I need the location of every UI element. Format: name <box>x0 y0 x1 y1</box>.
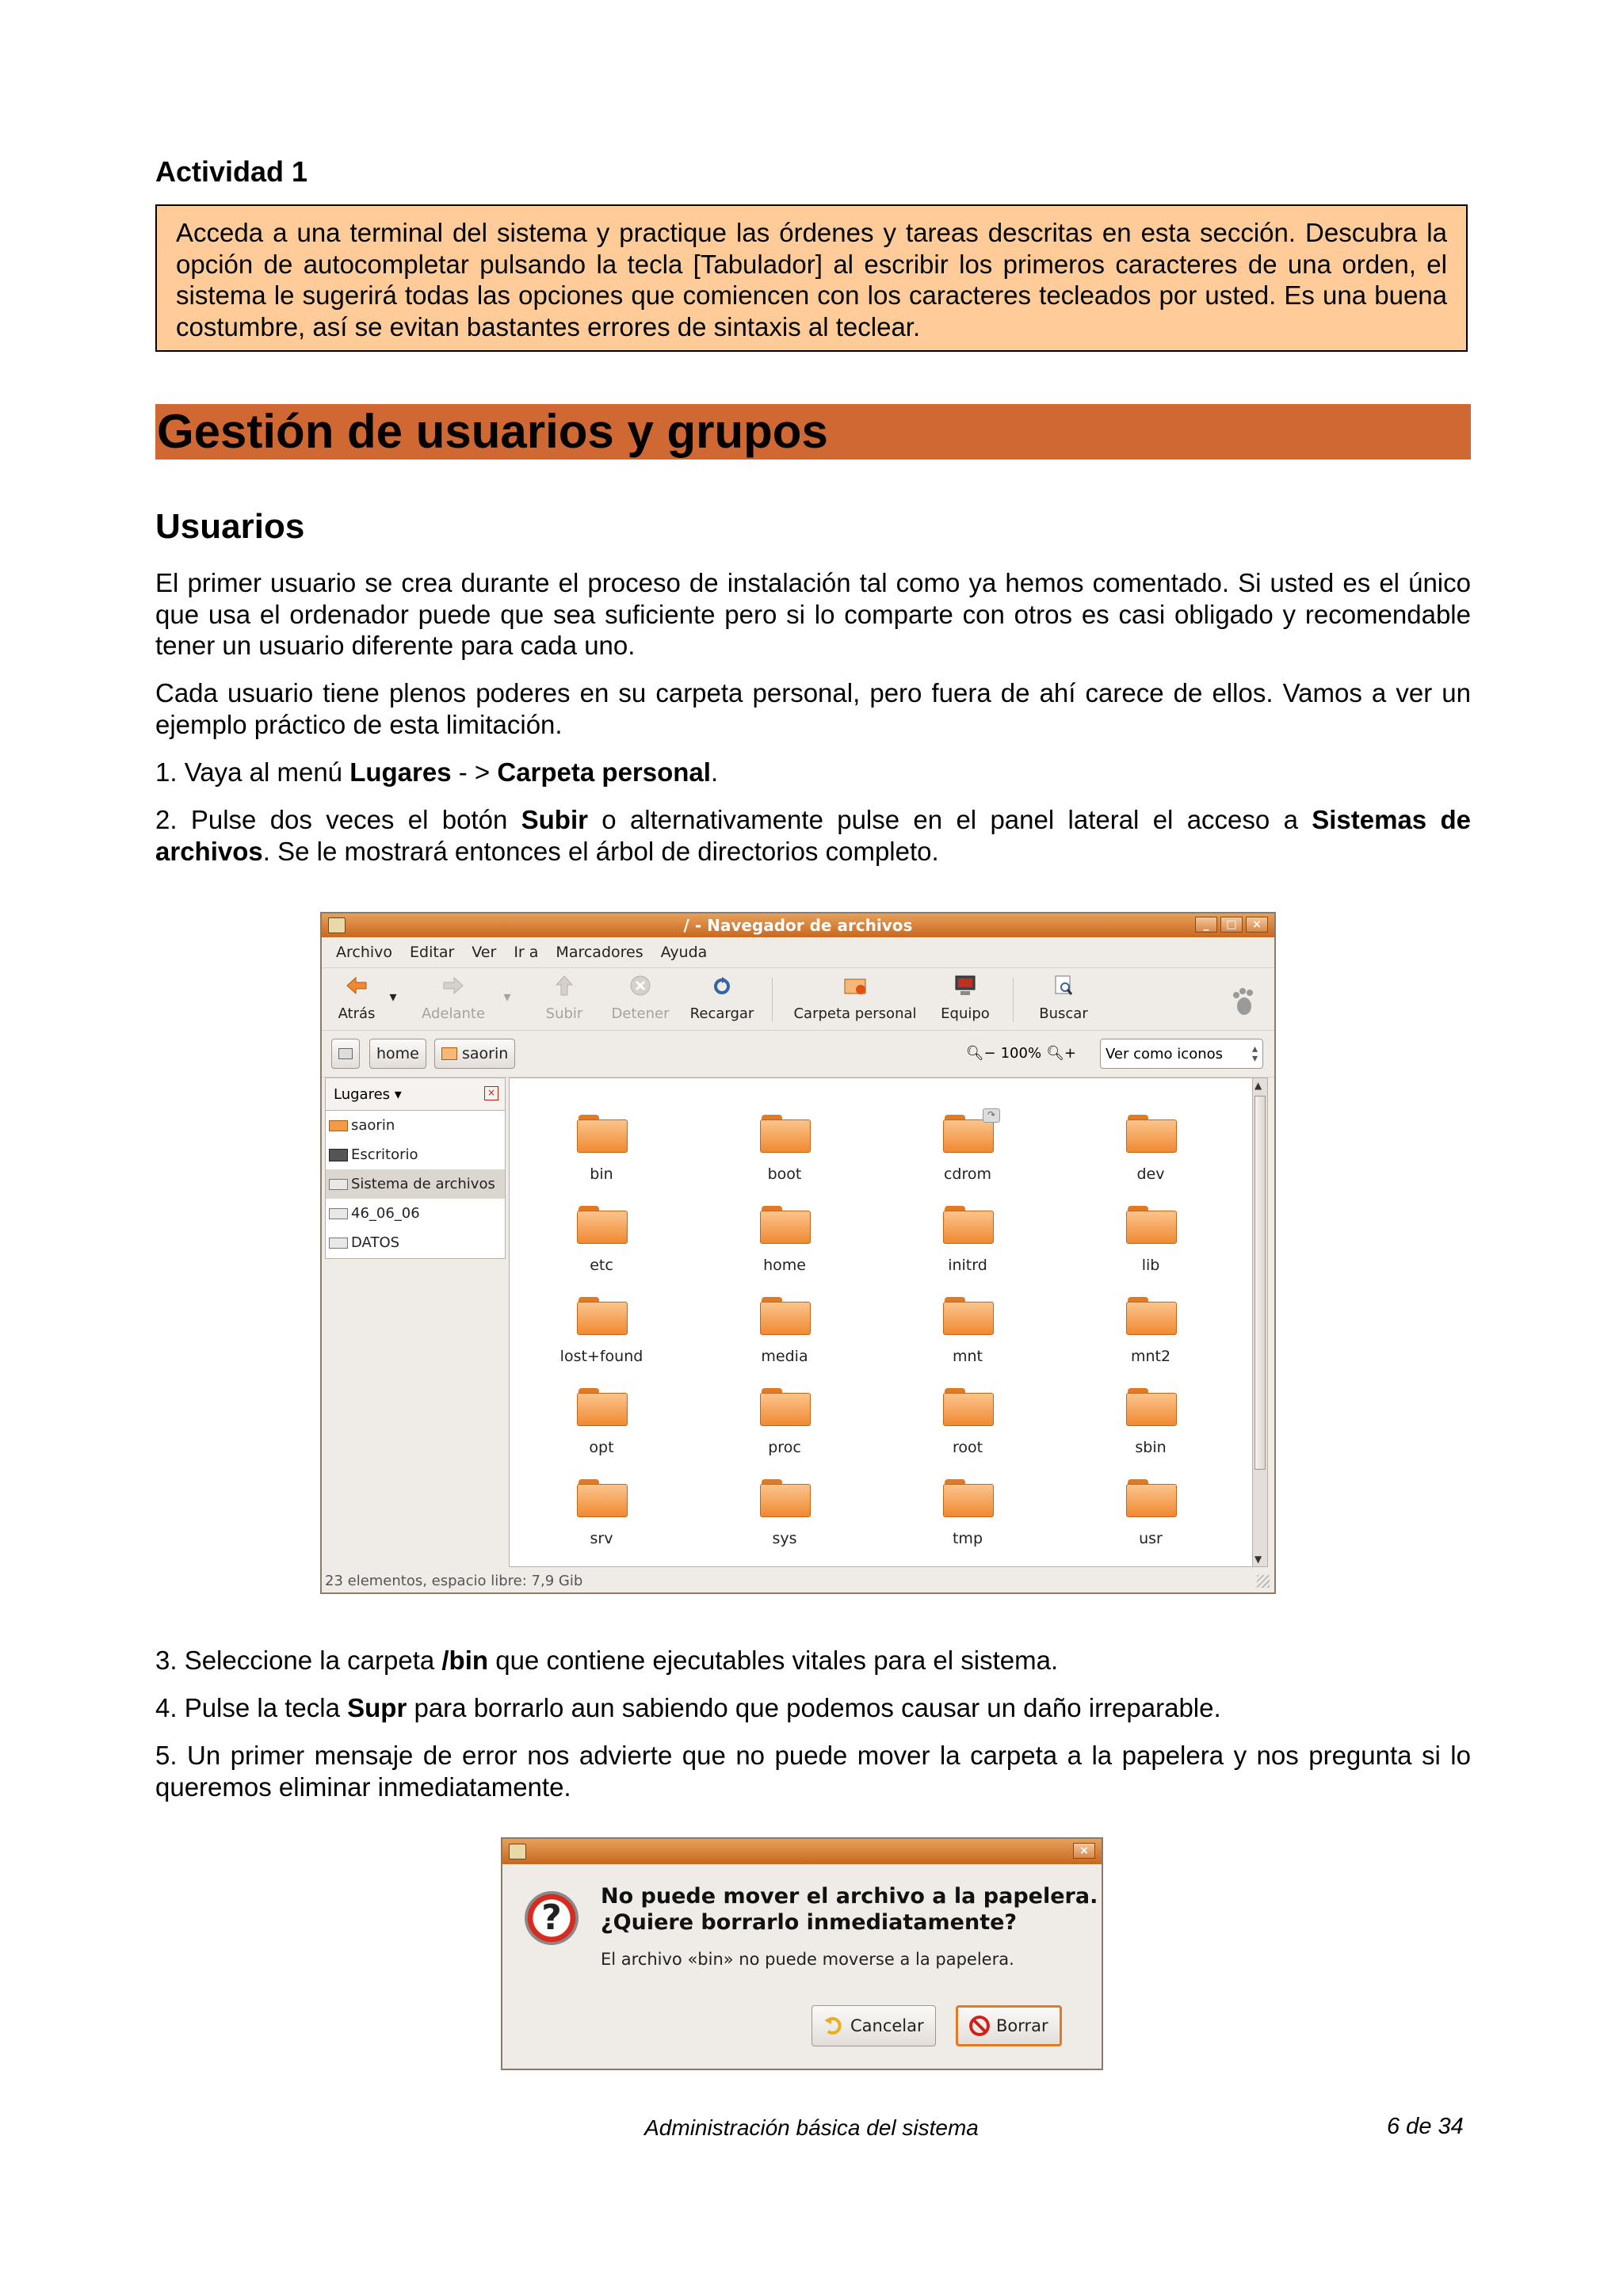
step-2-text: 2. Pulse dos veces el botón <box>155 805 521 834</box>
toolbar <box>322 968 1274 1031</box>
vertical-scrollbar[interactable] <box>1252 1077 1268 1567</box>
step-4-bold-supr: Supr <box>347 1693 407 1722</box>
location-bar <box>322 1031 1274 1077</box>
sidebar-item-sistema-de-archivos[interactable] <box>326 1169 505 1199</box>
question-icon: ? <box>525 1891 579 1945</box>
folder-name: sbin <box>1135 1439 1167 1456</box>
home-folder-icon <box>843 974 867 997</box>
sidebar-item-label: Sistema de archivos <box>351 1176 495 1192</box>
folder-name: sys <box>772 1530 797 1547</box>
path-saorin-label: saorin <box>462 1045 509 1062</box>
folder-item[interactable] <box>713 1113 856 1183</box>
home-folder-icon <box>329 1120 348 1131</box>
cancel-button[interactable] <box>812 2005 936 2046</box>
window-controls <box>1195 917 1268 933</box>
folder-name: initrd <box>948 1257 987 1274</box>
folder-icon <box>758 1113 811 1153</box>
step-3-text: 3. Seleccione la carpeta <box>155 1646 442 1675</box>
toggle-location-button[interactable] <box>331 1039 360 1069</box>
folder-name: media <box>761 1348 808 1365</box>
menu-marcadores[interactable]: Marcadores <box>556 944 643 961</box>
folder-icon <box>1125 1386 1177 1426</box>
folder-name: tmp <box>952 1530 983 1547</box>
reload-icon <box>710 974 734 997</box>
sidebar-item-label: DATOS <box>351 1234 400 1251</box>
footer-title: Administración básica del sistema <box>644 2115 979 2140</box>
path-button-home[interactable] <box>369 1039 426 1069</box>
scrollbar-thumb[interactable] <box>1254 1096 1266 1470</box>
folder-name: mnt <box>953 1348 983 1365</box>
step-1 <box>155 757 1471 788</box>
folder-name: dev <box>1136 1165 1165 1183</box>
folder-name: lib <box>1141 1257 1160 1274</box>
back-label: Atrás <box>338 1005 376 1022</box>
scroll-up-icon[interactable]: ▲ <box>1254 1080 1262 1091</box>
folder-icon <box>941 1478 994 1517</box>
folder-name: mnt2 <box>1130 1348 1171 1365</box>
step-1-bold-carpeta: Carpeta personal <box>497 757 711 787</box>
path-home-label: home <box>376 1045 419 1062</box>
folder-icon <box>758 1204 811 1244</box>
stop-button[interactable] <box>609 974 672 1022</box>
step-3 <box>155 1645 1471 1676</box>
paragraph-2: Cada usuario tiene plenos poderes en su carpeta personal, pero fuera de ahí carece de ellos. Vamos a ver un ejemplo práctico de esta limitación. <box>155 678 1471 739</box>
folder-grid <box>509 1077 1258 1567</box>
folder-icon <box>941 1295 994 1335</box>
folder-name: home <box>763 1257 806 1274</box>
page-number: 6 de 34 <box>1387 2114 1464 2139</box>
menu-ver[interactable]: Ver <box>472 944 497 961</box>
folder-item[interactable] <box>1079 1204 1222 1274</box>
folder-name: proc <box>768 1439 801 1456</box>
folder-name: bin <box>590 1165 613 1183</box>
step-2-text: . Se le mostrará entonces el árbol de directorios completo. <box>262 836 939 866</box>
folder-item[interactable] <box>1079 1295 1222 1365</box>
folder-name: srv <box>590 1530 613 1547</box>
folder-item[interactable] <box>713 1204 856 1274</box>
side-panel-title: Lugares <box>334 1085 391 1103</box>
drive-icon <box>338 1048 353 1059</box>
side-panel <box>325 1077 506 1567</box>
folder-item[interactable] <box>530 1113 673 1183</box>
sidebar-item-datos[interactable] <box>326 1228 505 1257</box>
step-2-bold-sistemas: Sistemas de archivos <box>155 805 1471 866</box>
folder-item[interactable] <box>1079 1386 1222 1456</box>
folder-icon <box>1125 1295 1177 1335</box>
search-icon <box>1052 974 1075 997</box>
sidebar-item-label: saorin <box>351 1117 395 1134</box>
folder-name: usr <box>1139 1530 1163 1547</box>
step-3-bold-bin: /bin <box>441 1646 489 1675</box>
step-3-text: que contiene ejecutables vitales para el sistema. <box>488 1646 1059 1675</box>
folder-item[interactable] <box>713 1295 856 1365</box>
folder-icon <box>1125 1478 1177 1517</box>
folder-icon <box>575 1478 628 1517</box>
step-2-bold-subir: Subir <box>521 805 588 834</box>
confirm-delete-dialog <box>501 1837 1103 2070</box>
zoom-out-icon[interactable]: 🔍︎− <box>965 1045 996 1062</box>
sidebar-item-escritorio[interactable] <box>326 1140 505 1169</box>
forward-history-dropdown[interactable]: ▾ <box>503 989 511 1005</box>
menu-ayuda[interactable]: Ayuda <box>660 944 708 961</box>
desktop-icon <box>329 1149 348 1161</box>
section-title: Gestión de usuarios y grupos <box>157 405 828 458</box>
status-bar: 23 elementos, espacio libre: 7,9 Gib <box>325 1573 583 1589</box>
stop-icon <box>628 974 652 997</box>
folder-item[interactable] <box>896 1295 1039 1365</box>
dialog-heading-line-2: ¿Quiere borrarlo inmediatamente? <box>601 1910 1018 1935</box>
stop-label: Detener <box>611 1005 670 1022</box>
sidebar-item-label: Escritorio <box>351 1146 418 1163</box>
up-arrow-icon <box>552 974 576 997</box>
folder-name: etc <box>590 1257 613 1274</box>
back-arrow-icon <box>345 974 369 997</box>
computer-button[interactable] <box>934 974 997 1022</box>
sidebar-item-46-06-06[interactable] <box>326 1199 505 1228</box>
reload-label: Recargar <box>689 1005 754 1022</box>
sidebar-item-saorin[interactable] <box>326 1111 505 1140</box>
file-manager-window <box>320 912 1276 1594</box>
folder-item[interactable] <box>713 1478 856 1547</box>
folder-icon <box>941 1109 996 1153</box>
back-button[interactable] <box>333 974 380 1022</box>
folder-icon <box>575 1113 628 1153</box>
subheading-usuarios: Usuarios <box>155 507 305 546</box>
folder-name: boot <box>767 1165 802 1183</box>
scroll-down-icon[interactable]: ▼ <box>1254 1554 1262 1565</box>
chevron-down-icon: ▾ <box>390 1085 402 1103</box>
delete-label: Borrar <box>996 2016 1048 2035</box>
menu-ir-a[interactable]: Ir a <box>514 944 539 961</box>
home-folder-icon <box>441 1047 457 1060</box>
zoom-control <box>966 1045 1076 1062</box>
folder-icon <box>575 1204 628 1244</box>
folder-item[interactable] <box>896 1478 1039 1547</box>
section-title-bar <box>155 404 1471 460</box>
folder-item[interactable] <box>896 1204 1039 1274</box>
forward-button[interactable] <box>414 974 493 1022</box>
folder-item[interactable] <box>530 1478 673 1547</box>
folder-icon <box>758 1478 811 1517</box>
folder-item[interactable] <box>713 1386 856 1456</box>
close-side-panel-icon[interactable]: × <box>484 1086 498 1100</box>
forbidden-icon <box>969 2016 990 2036</box>
folder-icon <box>941 1204 994 1244</box>
cancel-label: Cancelar <box>850 2016 924 2035</box>
step-1-bold-lugares: Lugares <box>349 757 452 787</box>
places-list <box>325 1111 506 1259</box>
drive-icon <box>329 1208 348 1219</box>
step-4 <box>155 1692 1471 1724</box>
resize-grip[interactable] <box>1257 1575 1270 1588</box>
undo-icon <box>823 2016 844 2036</box>
dialog-heading <box>601 1883 1098 1936</box>
actividad-title: Actividad 1 <box>155 155 308 188</box>
folder-icon <box>575 1386 628 1426</box>
home-folder-button[interactable] <box>788 974 922 1022</box>
side-panel-header[interactable] <box>325 1077 506 1111</box>
search-label: Buscar <box>1039 1005 1088 1022</box>
gnome-foot-icon <box>1230 986 1257 1017</box>
folder-icon <box>941 1386 994 1426</box>
folder-icon <box>758 1295 811 1335</box>
step-2-text: o alternativamente pulse en el panel lateral el acceso a <box>587 805 1312 834</box>
select-arrows-icon: ▴ ▾ <box>1251 1043 1258 1065</box>
dialog-close-button[interactable]: × <box>1073 1843 1095 1859</box>
window-titlebar[interactable] <box>322 913 1274 937</box>
view-mode-select[interactable] <box>1100 1039 1263 1069</box>
step-4-text: 4. Pulse la tecla <box>155 1693 348 1722</box>
toolbar-separator <box>1013 978 1014 1022</box>
toolbar-separator <box>772 978 773 1022</box>
folder-item[interactable] <box>896 1109 1039 1183</box>
delete-button[interactable] <box>956 2005 1062 2046</box>
step-1-text: 1. Vaya al menú <box>155 757 350 787</box>
zoom-in-icon[interactable]: 🔍︎+ <box>1046 1045 1076 1062</box>
computer-icon <box>953 974 977 997</box>
maximize-button[interactable]: □ <box>1220 917 1243 933</box>
drive-icon <box>329 1238 348 1249</box>
menu-archivo[interactable]: Archivo <box>336 944 393 961</box>
folder-icon <box>1125 1113 1177 1153</box>
folder-item[interactable] <box>530 1204 673 1274</box>
computer-label: Equipo <box>941 1005 990 1022</box>
actividad-box: Acceda a una terminal del sistema y practique las órdenes y tareas descritas en esta sección. Descubra la opción de autocompletar pulsando la tecla [Tabulador] al escribir los primeros caracteres de una orden, el sistema le sugerirá todas las opciones que comiencen con los caracteres tecleados por usted. Es una buena costumbre, así se evitan bastantes errores de sintaxis al teclear. <box>155 204 1468 352</box>
close-button[interactable]: × <box>1246 917 1268 933</box>
folder-icon <box>1125 1204 1177 1244</box>
step-4-text: para borrarlo aun sabiendo que podemos causar un daño irreparable. <box>407 1693 1221 1722</box>
paragraph-1: El primer usuario se crea durante el proceso de instalación tal como ya hemos comentado. Si usted es el único que usa el ordenador puede que sea suficiente pero si lo comparte con otros es casi obligado y recomendable tener un usuario diferente para cada uno. <box>155 568 1471 660</box>
folder-name: opt <box>589 1439 614 1456</box>
reload-button[interactable] <box>686 974 758 1022</box>
sidebar-item-label: 46_06_06 <box>351 1205 420 1222</box>
view-mode-value: Ver como iconos <box>1106 1045 1223 1062</box>
step-1-text: . <box>710 757 719 787</box>
zoom-level: 100% <box>1000 1045 1042 1062</box>
folder-item[interactable] <box>896 1386 1039 1456</box>
folder-name: root <box>952 1439 983 1456</box>
step-5: 5. Un primer mensaje de error nos advierte que no puede mover la carpeta a la papelera y nos pregunta si lo queremos eliminar inmediatamente. <box>155 1741 1471 1802</box>
dialog-heading-line-1: No puede mover el archivo a la papelera. <box>601 1884 1098 1909</box>
dialog-detail: El archivo «bin» no puede moverse a la papelera. <box>601 1950 1014 1969</box>
folder-item[interactable] <box>530 1386 673 1456</box>
search-button[interactable] <box>1032 974 1095 1022</box>
folder-icon <box>758 1386 811 1426</box>
minimize-button[interactable]: _ <box>1195 917 1217 933</box>
folder-item[interactable] <box>530 1295 673 1365</box>
path-button-saorin[interactable] <box>434 1039 515 1069</box>
folder-name: cdrom <box>943 1165 992 1183</box>
menu-editar[interactable]: Editar <box>410 944 455 961</box>
step-2 <box>155 804 1471 867</box>
back-history-dropdown[interactable]: ▾ <box>389 989 397 1005</box>
up-label: Subir <box>545 1005 583 1022</box>
window-title: / - Navegador de archivos <box>683 916 913 935</box>
folder-item[interactable] <box>1079 1113 1222 1183</box>
menubar <box>322 937 1274 968</box>
folder-item[interactable] <box>1079 1478 1222 1547</box>
up-button[interactable] <box>542 974 586 1022</box>
forward-label: Adelante <box>421 1005 486 1022</box>
home-folder-label: Carpeta personal <box>793 1005 917 1022</box>
step-1-text: - > <box>451 757 498 787</box>
symlink-icon: ↷ <box>983 1108 1000 1123</box>
dialog-titlebar[interactable] <box>502 1839 1102 1864</box>
window-menu-icon[interactable] <box>509 1844 526 1859</box>
folder-name: lost+found <box>559 1348 643 1365</box>
drive-icon <box>329 1179 348 1190</box>
forward-arrow-icon <box>441 974 465 997</box>
folder-icon <box>575 1295 628 1335</box>
